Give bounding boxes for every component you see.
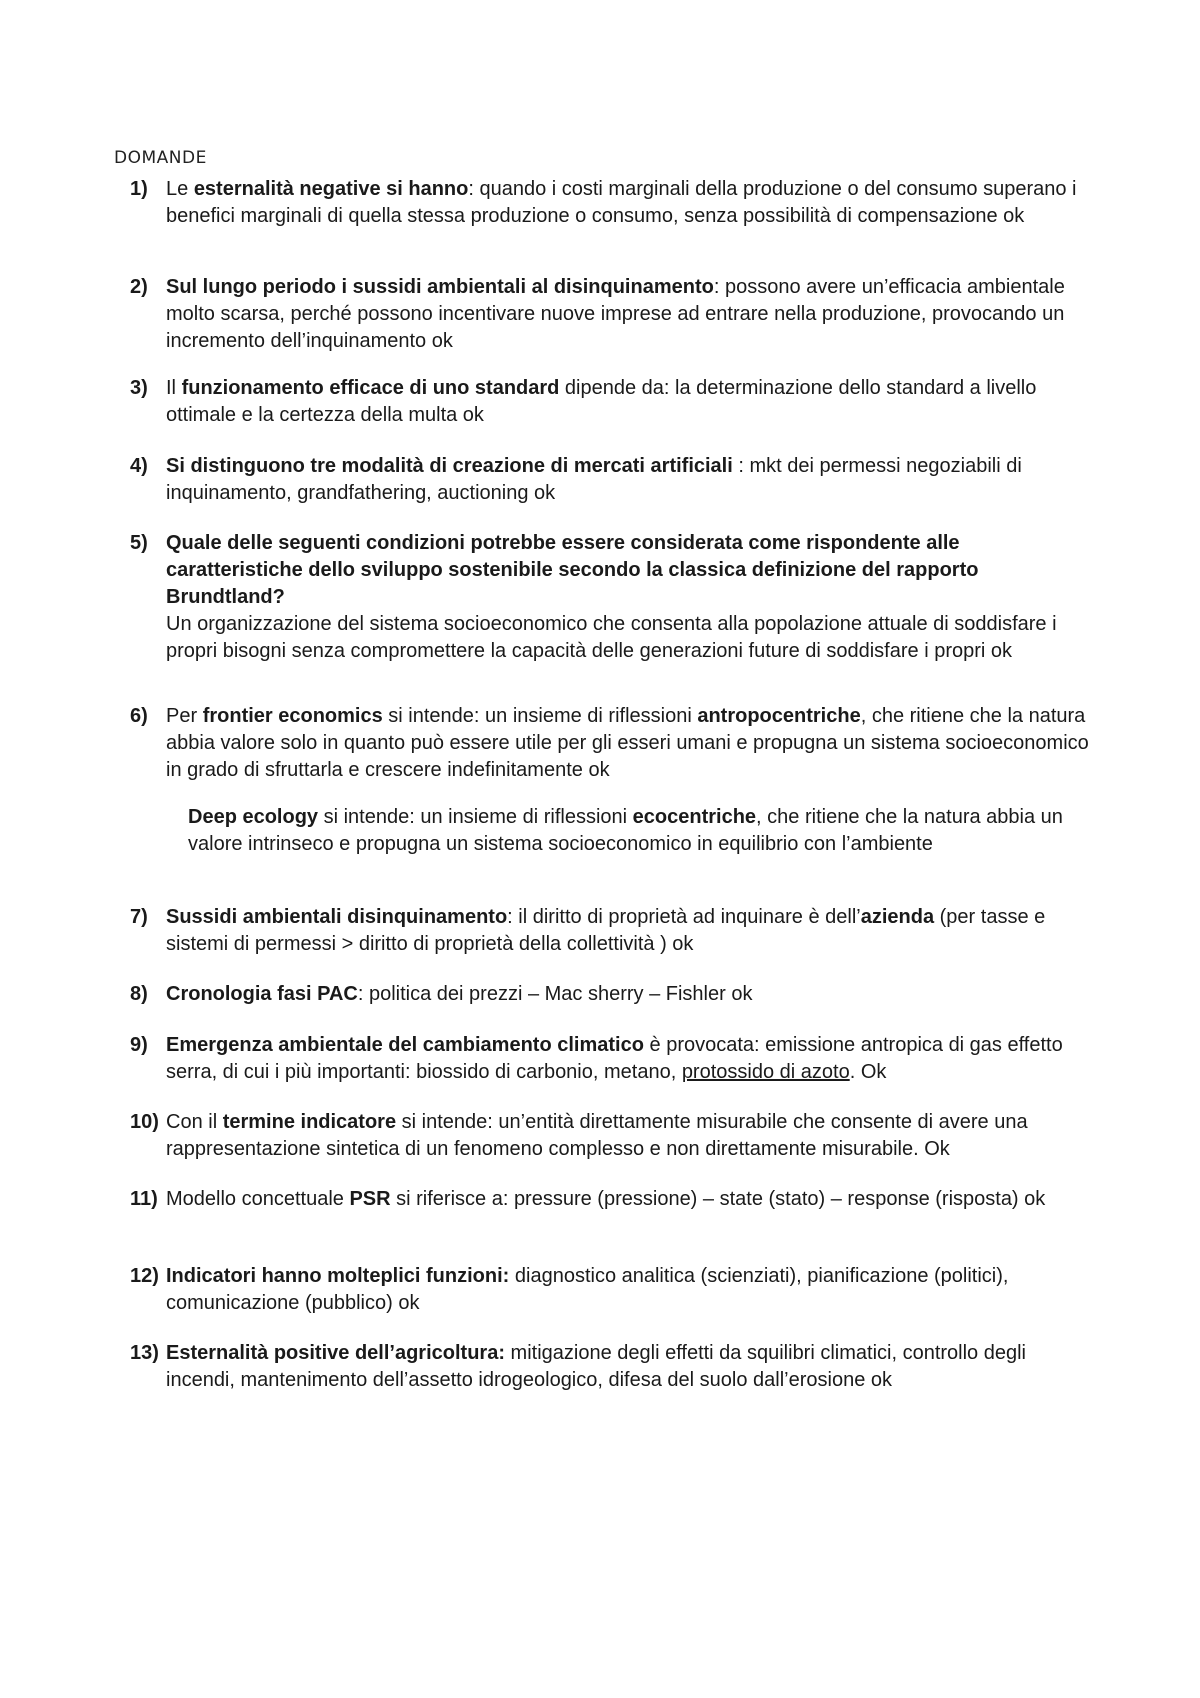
question-number: 1) [130, 178, 148, 200]
bold-text-segment: Cronologia fasi PAC [166, 983, 358, 1005]
text-segment: : possono avere un’efficacia ambientale molto scarsa, perché possono incentivare nuove imprese ad entrare nella produzione, provocando un incremento dell’inquinamento ok [166, 276, 1065, 352]
text-segment: : quando i costi marginali della produzione o del consumo superano i benefici marginali di quella stessa produzione o consumo, senza possibilità di compensazione ok [166, 178, 1077, 227]
question-text [166, 453, 1100, 507]
bold-text-segment: Si distinguono tre modalità di creazione di mercati artificiali [166, 455, 733, 477]
question-item [130, 1109, 1100, 1163]
text-segment: Un organizzazione del sistema socioeconomico che consenta alla popolazione attuale di soddisfare i propri bisogni senza compromettere la capacità delle generazioni future di soddisfare i propri ok [166, 613, 1057, 662]
question-number: 2) [130, 276, 148, 298]
text-segment: Le [166, 178, 194, 200]
text-segment: : politica dei prezzi – Mac sherry – Fishler ok [357, 983, 753, 1005]
bold-text-segment: antropocentriche [697, 705, 861, 727]
question-text [166, 1109, 1100, 1163]
text-segment: Il [166, 377, 182, 399]
question-number: 12) [130, 1265, 159, 1287]
question-text [166, 176, 1100, 230]
text-segment: si intende: un insieme di riflessioni [382, 705, 698, 727]
question-text [166, 274, 1100, 355]
bold-text-segment: Emergenza ambientale del cambiamento climatico [166, 1034, 644, 1056]
bold-text-segment: termine indicatore [222, 1111, 397, 1133]
bold-text-segment: Sul lungo periodo i sussidi ambientali al disinquinamento [166, 276, 714, 298]
document-heading: DOMANDE [114, 148, 207, 168]
question-item [130, 1032, 1100, 1086]
bold-text-segment: Quale delle seguenti condizioni potrebbe essere considerata come rispondente alle caratteristiche dello sviluppo sostenibile secondo la classica definizione del rapporto Brundtland? [166, 532, 979, 608]
question-item [130, 530, 1100, 665]
question-number: 8) [130, 983, 148, 1005]
bold-text-segment: funzionamento efficace di uno standard [181, 377, 560, 399]
question-number: 10) [130, 1111, 159, 1133]
question-item [130, 1263, 1100, 1317]
question-item [130, 375, 1100, 429]
question-item [130, 703, 1100, 784]
text-segment: (per tasse e sistemi di permessi > diritto di proprietà della collettività ) ok [166, 906, 1046, 955]
question-text [188, 804, 1100, 858]
question-number: 13) [130, 1342, 159, 1364]
text-segment: : il diritto di proprietà ad inquinare è dell’ [507, 906, 861, 928]
text-segment: si riferisce a: pressure (pressione) – state (stato) – response (risposta) ok [390, 1188, 1046, 1210]
text-segment: : mkt dei permessi negoziabili di inquinamento, grandfathering, auctioning ok [166, 455, 1022, 504]
text-segment: diagnostico analitica (scienziati), pianificazione (politici), comunicazione (pubblico) ok [166, 1265, 1009, 1314]
text-segment: Con il [166, 1111, 223, 1133]
question-item [130, 981, 1100, 1008]
question-text [166, 981, 1100, 1008]
question-item [130, 274, 1100, 355]
question-item [130, 904, 1100, 958]
text-segment: . Ok [849, 1061, 887, 1083]
question-number: 5) [130, 532, 148, 554]
bold-text-segment: ecocentriche [632, 806, 757, 828]
bold-text-segment: Indicatori hanno molteplici funzioni: [166, 1265, 510, 1287]
question-text [166, 1340, 1100, 1394]
bold-text-segment: PSR [349, 1188, 391, 1210]
bold-text-segment: Deep ecology [188, 806, 319, 828]
bold-text-segment: Esternalità positive dell’agricoltura: [166, 1342, 505, 1364]
text-segment: è provocata: emissione antropica di gas effetto serra, di cui i più importanti: biossido di carbonio, metano, [166, 1034, 1063, 1083]
question-item [130, 453, 1100, 507]
question-item [130, 176, 1100, 230]
text-segment: , che ritiene che la natura abbia un valore intrinseco e propugna un sistema socioeconomico in equilibrio con l’ambiente [188, 806, 1063, 855]
text-segment: Modello concettuale [166, 1188, 350, 1210]
question-number: 9) [130, 1034, 148, 1056]
question-number: 3) [130, 377, 148, 399]
question-item [130, 804, 1100, 858]
question-text [166, 1263, 1100, 1317]
text-segment: dipende da: la determinazione dello standard a livello ottimale e la certezza della multa ok [166, 377, 1037, 426]
text-segment: mitigazione degli effetti da squilibri climatici, controllo degli incendi, mantenimento dell’assetto idrogeologico, difesa del suolo dall’erosione ok [166, 1342, 1026, 1391]
question-text [166, 1186, 1100, 1213]
text-segment: Per [166, 705, 203, 727]
text-segment: , che ritiene che la natura abbia valore solo in quanto può essere utile per gli esseri umani e propugna un sistema socioeconomico in grado di sfruttarla e crescere indefinitamente ok [166, 705, 1089, 781]
question-text [166, 904, 1100, 958]
question-number: 7) [130, 906, 148, 928]
question-text [166, 530, 1100, 665]
text-segment: si intende: un insieme di riflessioni [318, 806, 633, 828]
bold-text-segment: frontier economics [202, 705, 383, 727]
bold-text-segment: esternalità negative si hanno [193, 178, 469, 200]
text-segment: si intende: un’entità direttamente misurabile che consente di avere una rappresentazione sintetica di un fenomeno complesso e non direttamente misurabile. Ok [166, 1111, 1028, 1160]
bold-text-segment: azienda [860, 906, 935, 928]
question-item [130, 1340, 1100, 1394]
text-segment: protossido di azoto [681, 1061, 850, 1083]
question-text [166, 703, 1100, 784]
bold-text-segment: Sussidi ambientali disinquinamento [166, 906, 508, 928]
question-text [166, 1032, 1100, 1086]
question-number: 11) [130, 1188, 158, 1210]
question-number: 6) [130, 705, 148, 727]
question-item [130, 1186, 1100, 1213]
question-text [166, 375, 1100, 429]
question-number: 4) [130, 455, 148, 477]
